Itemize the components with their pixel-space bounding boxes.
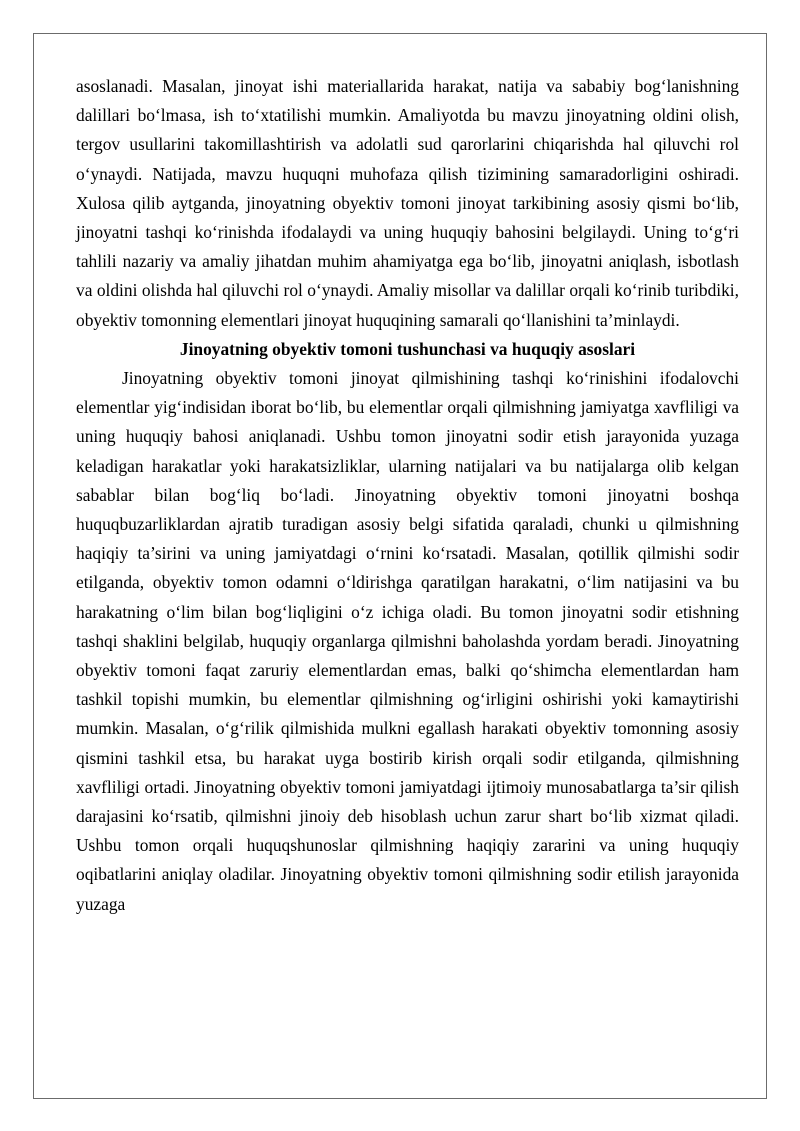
document-body [76,72,739,919]
body-paragraph: Jinoyatning obyektiv tomoni jinoyat qilmishining tashqi ko‘rinishini ifodalovchi elementlar yig‘indisidan iborat bo‘lib, bu elementlar orqali qilmishning jamiyatga xavfliligi va uning huquqiy bahosi aniqlanadi. Ushbu tomon jinoyatni sodir etish jarayonida yuzaga keladigan harakatlar yoki harakatsizliklar, ularning natijalari va bu natijalarga olib kelgan sabablar bilan bog‘liq bo‘ladi. Jinoyatning obyektiv tomoni jinoyatni boshqa huquqbuzarliklardan ajratib turadigan asosiy belgi sifatida qaraladi, chunki u qilmishning haqiqiy ta’sirini va uning jamiyatdagi o‘rnini ko‘rsatadi. Masalan, qotillik qilmishi sodir etilganda, obyektiv tomon odamni o‘ldirishga qaratilgan harakatni, o‘lim natijasini va bu harakatning o‘lim bilan bog‘liqligini o‘z ichiga oladi. Bu tomon jinoyatni sodir etishning tashqi shaklini belgilab, huquqiy organlarga qilmishni baholashda yordam beradi. Jinoyatning obyektiv tomoni faqat zaruriy elementlardan emas, balki qo‘shimcha elementlardan ham tashkil topishi mumkin, bu elementlar qilmishning og‘irligini oshirishi yoki kamaytirishi mumkin. Masalan, o‘g‘rilik qilmishida mulkni egallash harakati obyektiv tomonning asosiy qismini tashkil etsa, bu harakat uyga bostirib kirish orqali sodir etilganda, qilmishning xavfliligi ortadi. Jinoyatning obyektiv tomoni jamiyatdagi ijtimoiy munosabatlarga ta’sir qilish darajasini ko‘rsatib, qilmishni jinoiy deb hisoblash uchun zarur shart bo‘lib xizmat qiladi. Ushbu tomon orqali huquqshunoslar qilmishning haqiqiy zararini va uning huquqiy oqibatlarini aniqlay oladilar. Jinoyatning obyektiv tomoni qilmishning sodir etilish jarayonida yuzaga [76,368,739,914]
section-heading: Jinoyatning obyektiv tomoni tushunchasi va huquqiy asoslari [179,338,636,359]
body-paragraph: asoslanadi. Masalan, jinoyat ishi materiallarida harakat, natija va sababiy bog‘lanishning dalillari bo‘lmasa, ish to‘xtatilishi mumkin. Amaliyotda bu mavzu jinoyatning oldini olish, tergov usullarini takomillashtirish va adolatli sud qarorlarini chiqarishda hal qiluvchi rol o‘ynaydi. Natijada, mavzu huquqni muhofaza qilish tizimining samaradorligini oshiradi. Xulosa qilib aytganda, jinoyatning obyektiv tomoni jinoyat tarkibining asosiy qismi bo‘lib, jinoyatni tashqi ko‘rinishda ifodalaydi va uning huquqiy bahosini belgilaydi. Uning to‘g‘ri tahlili nazariy va amaliy jihatdan muhim ahamiyatga ega bo‘lib, jinoyatni aniqlash, isbotlash va oldini olishda hal qiluvchi rol o‘ynaydi. Amaliy misollar va dalillar orqali ko‘rinib turibdiki, obyektiv tomonning elementlari jinoyat huquqining samarali qo‘llanishini ta’minlaydi. [76,76,739,330]
